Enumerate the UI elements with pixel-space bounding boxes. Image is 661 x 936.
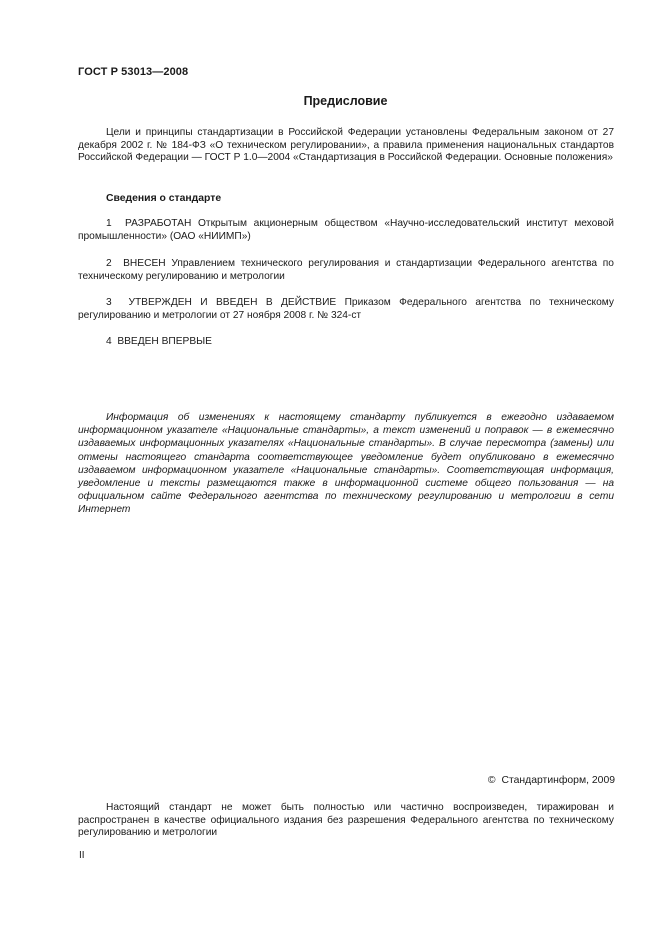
copyright-text: Стандартинформ, 2009 [501,775,615,786]
item-head: УТВЕРЖДЕН И ВВЕДЕН В ДЕЙСТВИЕ [128,297,337,308]
document-code: ГОСТ Р 53013—2008 [78,66,189,78]
item-head: ВНЕСЕН [123,258,166,269]
item-head: РАЗРАБОТАН [124,218,192,229]
item-number: 2 [106,258,112,269]
item-number: 4 [106,336,112,347]
standard-item-4 [78,336,614,349]
standard-info-heading: Сведения о стандарте [106,193,222,204]
item-text: Приказом Федерального агентства по техническому регулированию и метрологии от 27 ноября 2008 г. № 324-ст [78,297,614,321]
standard-item-2 [78,258,614,283]
page-title: Предисловие [303,94,388,108]
page-number: II [79,850,85,861]
standard-item-1 [78,218,614,243]
intro-paragraph: Цели и принципы стандартизации в Российской Федерации установлены Федеральным законом от 27 декабря 2002 г. № 184-ФЗ «О техническом регулировании», а правила применения национальных стандартов Российской Федерации — ГОСТ Р 1.0—2004 «Стандартизация в Российской Федерации. Основные положения» [78,127,614,164]
item-number: 3 [106,297,112,308]
item-text: Открытым акционерным обществом «Научно-исследовательский институт меховой промышленности» (ОАО «НИИМП») [78,218,614,242]
item-number: 1 [106,218,112,229]
item-text: Управлением технического регулирования и стандартизации Федерального агентства по техническому регулированию и метрологии [78,258,614,282]
standard-item-3 [78,297,614,322]
copyright-icon: © [487,775,496,786]
reproduction-notice: Настоящий стандарт не может быть полностью или частично воспроизведен, тиражирован и распространен в качестве официального издания без разрешения Федерального агентства по техническому регулированию и метрологии [78,802,614,839]
changes-info-paragraph: Информация об изменениях к настоящему стандарту публикуется в ежегодно издаваемом информационном указателе «Национальные стандарты», а текст изменений и поправок — в ежемесячно издаваемых информационных указателях «Национальные стандарты». В случае пересмотра (замены) или отмены настоящего стандарта соответствующее уведомление будет опубликовано в ежемесячно издаваемом информационном указателе «Национальные стандарты». Соответствующая информация, уведомление и тексты размещаются также в информационной системе общего пользования — на официальном сайте Федерального агентства по техническому регулированию и метрологии в сети Интернет [78,412,614,516]
item-head: ВВЕДЕН ВПЕРВЫЕ [117,336,212,347]
copyright-line [488,775,615,786]
